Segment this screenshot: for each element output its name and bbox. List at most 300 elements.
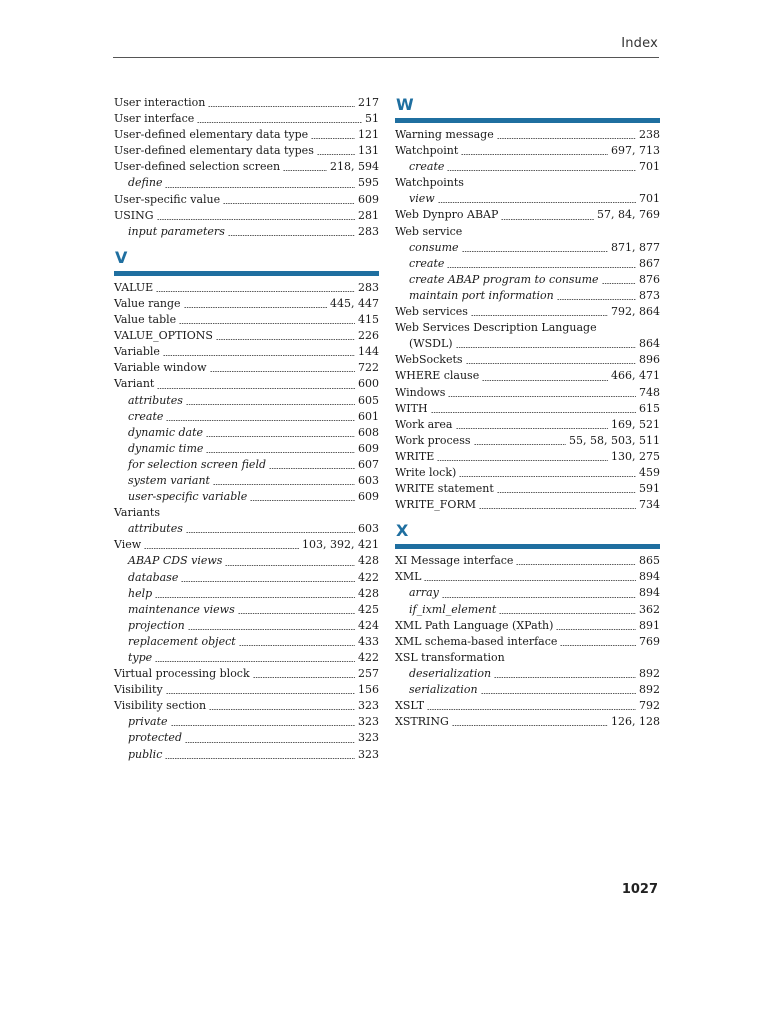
index-subentry (114, 457, 379, 473)
section-heading (395, 95, 660, 127)
page-reference: 459 (639, 465, 660, 479)
page-reference: 424 (358, 618, 379, 632)
page-reference: 283 (358, 280, 379, 294)
page-reference: 792, 864 (611, 305, 660, 319)
index-subentry (395, 240, 660, 256)
index-entry (395, 385, 660, 401)
index-entry (114, 296, 379, 312)
index-term: define (128, 176, 163, 190)
index-term: input parameters (128, 224, 225, 238)
page-reference: 605 (358, 393, 379, 407)
index-term: dynamic date (128, 425, 204, 439)
index-term: Windows (395, 385, 446, 399)
dot-leader (283, 170, 327, 171)
index-term: User-specific value (114, 192, 221, 206)
index-term: protected (128, 731, 182, 745)
index-entry (395, 401, 660, 417)
dot-leader (462, 251, 608, 252)
page-reference: 591 (639, 482, 660, 496)
index-entry (114, 537, 379, 553)
dot-leader (447, 267, 636, 268)
dot-leader (269, 468, 355, 469)
index-entry (395, 336, 660, 352)
dot-leader (452, 725, 608, 726)
index-subentry (395, 682, 660, 698)
dot-leader (253, 677, 355, 678)
index-entry (114, 360, 379, 376)
page-reference: 865 (639, 554, 660, 568)
page-reference: 422 (358, 651, 379, 664)
index-term: Variants (114, 506, 160, 520)
index-term: User-defined elementary data type (114, 128, 309, 142)
page-reference: 609 (358, 490, 379, 504)
index-term: help (128, 586, 153, 600)
page-reference: 103, 392, 421 (302, 538, 379, 552)
page-reference: 600 (358, 377, 379, 391)
dot-leader (166, 693, 355, 694)
index-entry (114, 666, 379, 682)
dot-leader (427, 709, 636, 710)
index-term: consume (409, 240, 459, 254)
section-letter: V (115, 247, 128, 267)
dot-leader (461, 154, 608, 155)
index-entry (114, 159, 379, 175)
page-reference: 603 (358, 522, 379, 536)
dot-leader (456, 347, 636, 348)
dot-leader (228, 235, 355, 236)
section-letter: X (396, 521, 409, 541)
index-term: Value range (114, 296, 181, 310)
dot-leader (155, 661, 355, 662)
page-reference: 873 (639, 288, 660, 302)
index-subentry (114, 570, 379, 586)
index-entry (395, 207, 660, 223)
index-term: USING (114, 208, 154, 222)
page-reference: 894 (639, 570, 660, 584)
dot-leader (499, 613, 636, 614)
dot-leader (494, 677, 636, 678)
dot-leader (157, 388, 355, 389)
index-term: WRITE statement (395, 482, 494, 496)
index-subentry (114, 586, 379, 602)
page-reference: 892 (639, 683, 660, 696)
index-term: WRITE (395, 449, 435, 463)
index-term: Visibility section (114, 699, 207, 713)
index-subentry (114, 553, 379, 569)
dot-leader (481, 693, 636, 694)
index-term: Virtual processing block (114, 667, 250, 681)
index-subentry (114, 650, 379, 666)
page-reference: 422 (358, 570, 379, 584)
dot-leader (186, 532, 355, 533)
index-entry (114, 344, 379, 360)
index-entry (114, 328, 379, 344)
dot-leader (471, 315, 608, 316)
section-letter: W (396, 95, 414, 114)
page-reference: 130, 275 (611, 449, 660, 463)
index-subentry (114, 393, 379, 409)
dot-leader (206, 452, 355, 453)
index-subentry (114, 425, 379, 441)
page-reference: 415 (358, 313, 379, 327)
page-reference: 425 (358, 602, 379, 616)
index-subentry (114, 409, 379, 425)
index-subentry (114, 175, 379, 191)
dot-leader (171, 725, 355, 726)
index-entry (114, 505, 379, 521)
dot-leader (317, 154, 355, 155)
page-reference: 608 (358, 425, 379, 439)
index-term: dynamic time (128, 441, 204, 455)
dot-leader (516, 564, 636, 565)
index-term: public (128, 747, 163, 761)
index-entry (395, 175, 660, 191)
index-entry (395, 481, 660, 497)
dot-leader (185, 742, 355, 743)
index-entry (395, 569, 660, 585)
dot-leader (186, 404, 355, 405)
index-term: WebSockets (395, 353, 463, 367)
index-term: Web Dynpro ABAP (395, 208, 499, 222)
index-subentry (395, 256, 660, 272)
dot-leader (223, 203, 355, 204)
dot-leader (447, 170, 636, 171)
page-reference: 57, 84, 769 (597, 208, 660, 222)
index-entry (395, 698, 660, 714)
dot-leader (448, 396, 636, 397)
dot-leader (157, 219, 355, 220)
page-reference: 217 (358, 96, 379, 109)
index-entry (114, 312, 379, 328)
page-reference: 876 (639, 272, 660, 286)
index-term: maintenance views (128, 602, 235, 616)
dot-leader (165, 187, 355, 188)
index-term: View (114, 538, 142, 552)
dot-leader (456, 428, 609, 429)
dot-leader (557, 299, 636, 300)
index-term: maintain port information (409, 288, 554, 302)
index-term: if_ixml_element (409, 602, 497, 616)
page-reference: 283 (358, 224, 379, 238)
index-subentry (395, 602, 660, 618)
dot-leader (163, 355, 355, 356)
index-term: replacement object (128, 634, 236, 648)
index-entry (395, 224, 660, 240)
page-reference: 218, 594 (330, 160, 379, 174)
page-reference: 126, 128 (611, 715, 660, 729)
page-reference: 281 (358, 208, 379, 222)
dot-leader (459, 476, 636, 477)
dot-leader (437, 460, 608, 461)
page-reference: 769 (639, 634, 660, 648)
dot-leader (208, 106, 355, 107)
header-rule (113, 57, 659, 58)
page-reference: 257 (358, 667, 379, 681)
dot-leader (179, 323, 355, 324)
index-entry (395, 618, 660, 634)
index-term: (WSDL) (409, 337, 453, 351)
page-reference: 428 (358, 554, 379, 568)
page-reference: 896 (639, 353, 660, 367)
page-reference: 701 (639, 160, 660, 174)
index-term: Watchpoint (395, 144, 459, 158)
index-term: VALUE_OPTIONS (114, 329, 213, 343)
index-term: user-specific variable (128, 490, 248, 504)
index-entry (395, 352, 660, 368)
index-entry (114, 111, 379, 127)
dot-leader (424, 580, 636, 581)
index-entry (114, 192, 379, 208)
dot-leader (165, 758, 355, 759)
index-term: User interface (114, 112, 195, 126)
index-entry (395, 553, 660, 569)
index-subentry (114, 618, 379, 634)
dot-leader (311, 138, 355, 139)
index-entry (114, 127, 379, 143)
index-subentry (114, 730, 379, 746)
index-term: attributes (128, 522, 183, 536)
index-term: deserialization (409, 666, 492, 680)
index-entry (114, 698, 379, 714)
index-entry (395, 433, 660, 449)
dot-leader (250, 500, 355, 501)
index-term: User-defined selection screen (114, 160, 281, 174)
index-term: Visibility (114, 683, 163, 697)
page-reference: 323 (358, 715, 379, 729)
index-entry (395, 304, 660, 320)
index-term: create (409, 160, 445, 174)
page-reference: 55, 58, 503, 511 (569, 433, 660, 447)
index-column-left (114, 95, 379, 763)
dot-leader (474, 444, 567, 445)
index-entry (395, 320, 660, 336)
index-term: array (409, 586, 439, 600)
index-term: attributes (128, 393, 183, 407)
page-reference: 433 (358, 634, 379, 648)
index-subentry (114, 634, 379, 650)
section-heading (114, 248, 379, 280)
dot-leader (501, 219, 594, 220)
index-term: Web Services Description Language (395, 321, 597, 335)
index-term: database (128, 570, 179, 584)
index-entry (114, 682, 379, 698)
index-term: XML Path Language (XPath) (395, 618, 554, 632)
index-entry (395, 127, 660, 143)
page-reference: 722 (358, 361, 379, 375)
page-reference: 169, 521 (611, 417, 660, 431)
page-reference: 748 (639, 385, 660, 399)
page-reference: 156 (358, 683, 379, 697)
index-entry (395, 650, 660, 666)
dot-leader (431, 412, 636, 413)
index-entry (114, 376, 379, 392)
dot-leader (482, 380, 608, 381)
index-term: XML (395, 570, 422, 584)
page-reference: 601 (358, 409, 379, 423)
dot-leader (166, 420, 355, 421)
page-reference: 609 (358, 441, 379, 455)
dot-leader (155, 597, 355, 598)
index-term: Work process (395, 433, 471, 447)
page-reference: 323 (358, 699, 379, 713)
dot-leader (560, 645, 636, 646)
index-entry (395, 714, 660, 730)
page-reference: 867 (639, 256, 660, 270)
index-term: Web service (395, 224, 463, 238)
page-reference: 121 (358, 128, 379, 142)
page-reference: 615 (639, 401, 660, 415)
index-term: XSL transformation (395, 650, 505, 664)
index-entry (114, 280, 379, 296)
index-term: Watchpoints (395, 176, 464, 190)
index-term: XSTRING (395, 715, 449, 729)
page-reference: 445, 447 (330, 296, 379, 310)
index-term: VALUE (114, 280, 154, 294)
index-entry (395, 143, 660, 159)
index-subentry (395, 666, 660, 682)
index-term: Variable (114, 345, 160, 359)
index-term: Variable window (114, 361, 207, 375)
index-subentry (114, 441, 379, 457)
dot-leader (225, 565, 355, 566)
section-heading (395, 521, 660, 553)
dot-leader (602, 283, 636, 284)
index-term: private (128, 715, 168, 729)
page-reference: 734 (639, 498, 660, 512)
page-reference: 51 (365, 112, 379, 126)
index-term: Web services (395, 305, 468, 319)
page-reference: 428 (358, 586, 379, 600)
dot-leader (210, 371, 356, 372)
page-reference: 362 (639, 602, 660, 616)
index-subentry (114, 602, 379, 618)
index-subentry (395, 288, 660, 304)
index-term: Write lock) (395, 465, 457, 479)
dot-leader (213, 484, 355, 485)
index-term: type (128, 651, 153, 664)
page-number: 1027 (621, 882, 658, 897)
index-term: WHERE clause (395, 369, 480, 383)
index-column-right (395, 95, 660, 730)
page-reference: 226 (358, 329, 379, 343)
dot-leader (438, 202, 636, 203)
dot-leader (144, 548, 299, 549)
dot-leader (239, 645, 355, 646)
dot-leader (188, 629, 355, 630)
page-reference: 238 (639, 128, 660, 141)
index-term: ABAP CDS views (128, 554, 223, 568)
dot-leader (497, 492, 636, 493)
index-term: XML schema-based interface (395, 634, 558, 648)
page-reference: 697, 713 (611, 144, 660, 158)
index-subentry (114, 224, 379, 240)
index-entry (395, 449, 660, 465)
index-subentry (114, 747, 379, 763)
index-subentry (114, 473, 379, 489)
index-subentry (395, 191, 660, 207)
index-term: projection (128, 618, 185, 632)
index-entry (395, 368, 660, 384)
index-entry (395, 417, 660, 433)
index-term: create (409, 256, 445, 270)
index-subentry (395, 272, 660, 288)
running-header: Index (621, 36, 658, 51)
section-bar (395, 118, 660, 123)
index-term: Warning message (395, 128, 494, 141)
index-subentry (395, 159, 660, 175)
dot-leader (181, 581, 355, 582)
page-reference: 701 (639, 192, 660, 206)
section-bar (114, 271, 379, 276)
dot-leader (206, 436, 355, 437)
section-bar (395, 544, 660, 549)
index-term: view (409, 192, 435, 206)
page-reference: 323 (358, 731, 379, 745)
page-reference: 894 (639, 586, 660, 600)
page-reference: 892 (639, 666, 660, 680)
dot-leader (209, 709, 355, 710)
dot-leader (466, 363, 636, 364)
page-reference: 603 (358, 473, 379, 487)
index-term: for selection screen field (128, 457, 267, 471)
index-term: WITH (395, 401, 428, 415)
index-subentry (114, 714, 379, 730)
page-reference: 864 (639, 337, 660, 351)
page-reference: 144 (358, 345, 379, 359)
page-reference: 607 (358, 457, 379, 471)
page-reference: 792 (639, 699, 660, 713)
index-entry (395, 634, 660, 650)
page-reference: 466, 471 (611, 369, 660, 383)
page-reference: 595 (358, 176, 379, 190)
index-subentry (114, 521, 379, 537)
index-term: Variant (114, 377, 155, 391)
index-subentry (395, 585, 660, 601)
dot-leader (197, 122, 362, 123)
index-term: create (128, 409, 164, 423)
page-reference: 609 (358, 192, 379, 206)
index-term: WRITE_FORM (395, 498, 476, 512)
index-entry (114, 208, 379, 224)
dot-leader (442, 597, 636, 598)
index-term: XSLT (395, 699, 425, 713)
index-term: serialization (409, 683, 478, 696)
index-entry (114, 143, 379, 159)
dot-leader (156, 291, 355, 292)
dot-leader (184, 307, 327, 308)
index-term: Work area (395, 417, 453, 431)
index-term: User-defined elementary data types (114, 144, 314, 158)
index-term: XI Message interface (395, 554, 514, 568)
page-reference: 323 (358, 747, 379, 761)
index-term: system variant (128, 473, 210, 487)
page-reference: 891 (639, 618, 660, 632)
dot-leader (216, 339, 355, 340)
index-term: create ABAP program to consume (409, 272, 599, 286)
index-term: User interaction (114, 96, 206, 109)
index-entry (114, 95, 379, 111)
index-entry (395, 465, 660, 481)
page-reference: 131 (358, 144, 379, 158)
index-subentry (114, 489, 379, 505)
dot-leader (238, 613, 355, 614)
page-reference: 871, 877 (611, 240, 660, 254)
dot-leader (479, 508, 636, 509)
dot-leader (556, 629, 636, 630)
dot-leader (497, 138, 636, 139)
index-entry (395, 497, 660, 513)
index-term: Value table (114, 313, 177, 327)
